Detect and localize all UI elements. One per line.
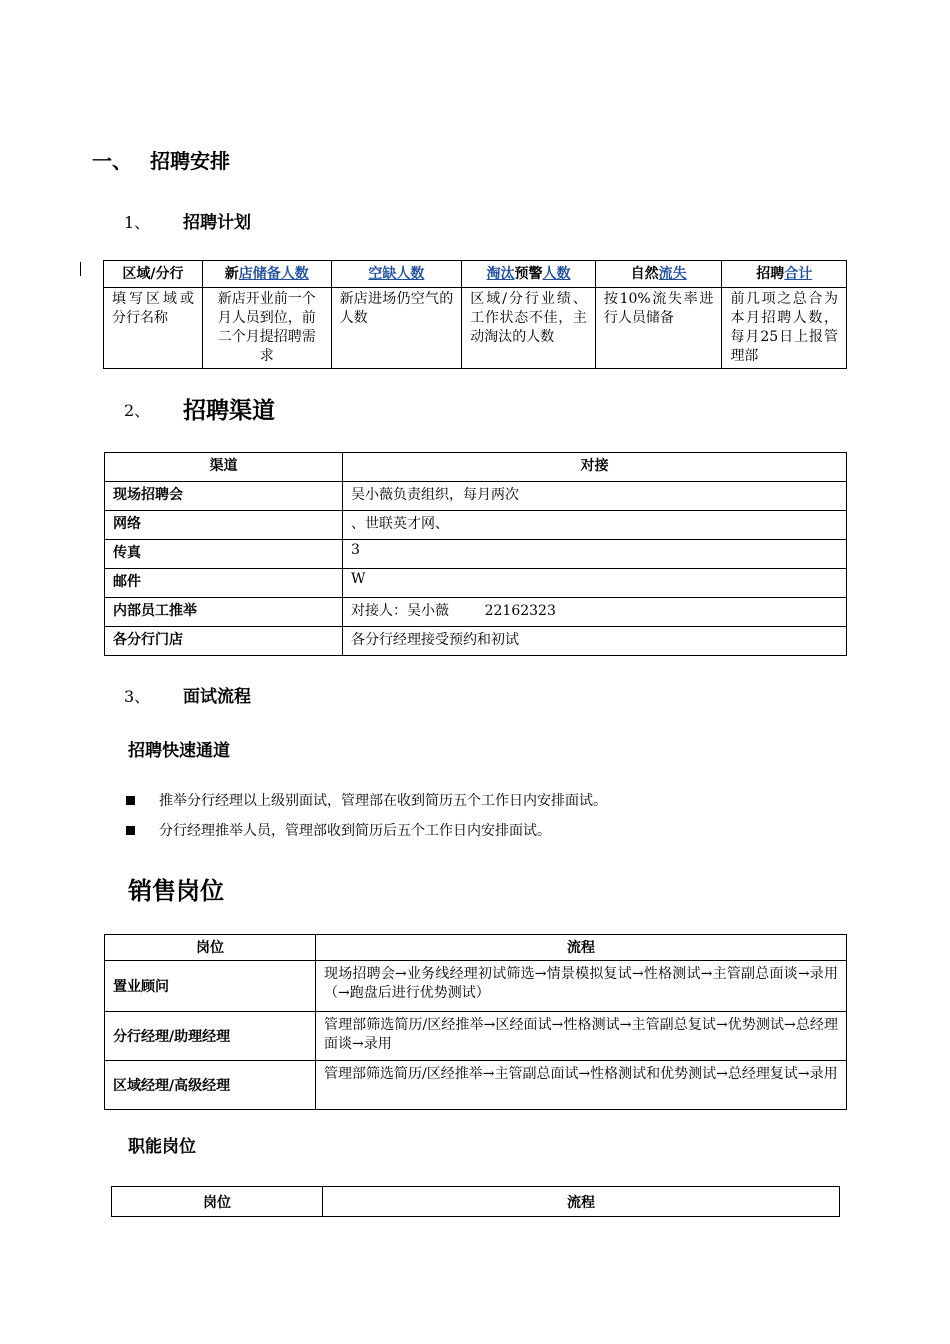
header-elimination-link-2[interactable]: 人数 bbox=[542, 266, 571, 282]
channel-value: 吴小薇负责组织，每月两次 bbox=[343, 482, 847, 511]
header-new-store: 新店储备人数 bbox=[202, 261, 331, 288]
header-region: 区域/分行 bbox=[104, 261, 203, 288]
header-vacancy-link[interactable]: 空缺人数 bbox=[368, 266, 425, 282]
plan-cell-elimination: 区域/分行业绩、工作状态不佳，主动淘汰的人数 bbox=[462, 288, 596, 369]
channels-table bbox=[104, 452, 847, 656]
header-position: 岗位 bbox=[112, 1187, 323, 1217]
position-flow: 管理部筛选简历/区经推举→主管副总面试→性格测试和优势测试→总经理复试→录用 bbox=[316, 1061, 847, 1110]
subsection-title: 面试流程 bbox=[183, 687, 251, 707]
header-elimination: 淘汰预警人数 bbox=[462, 261, 596, 288]
header-position: 岗位 bbox=[105, 935, 316, 961]
channel-value: 对接人：吴小薇 22162323 bbox=[343, 598, 847, 627]
plan-cell-region: 填写区域或分行名称 bbox=[104, 288, 203, 369]
subsection-title: 招聘计划 bbox=[183, 213, 251, 233]
plan-cell-total: 前几项之总合为本月招聘人数，每月25日上报管理部 bbox=[722, 288, 847, 369]
section-title: 招聘安排 bbox=[150, 149, 230, 173]
subsection-number: 2、 bbox=[124, 401, 151, 420]
channel-value: 3 bbox=[343, 540, 847, 569]
header-attrition-link[interactable]: 流失 bbox=[658, 266, 687, 282]
channel-name: 网络 bbox=[105, 511, 343, 540]
list-item: 推举分行经理以上级别面试，管理部在收到简历五个工作日内安排面试。 bbox=[126, 790, 607, 810]
header-elimination-link[interactable]: 淘汰 bbox=[486, 266, 515, 282]
plan-cell-attrition: 按10%流失率进行人员储备 bbox=[595, 288, 722, 369]
list-item: 分行经理推举人员，管理部收到简历后五个工作日内安排面试。 bbox=[126, 820, 551, 840]
functional-title: 职能岗位 bbox=[128, 1137, 196, 1157]
header-process: 流程 bbox=[323, 1187, 840, 1217]
channel-value: 各分行经理接受预约和初试 bbox=[343, 627, 847, 656]
header-total: 招聘合计 bbox=[722, 261, 847, 288]
bullet-square-icon bbox=[126, 826, 135, 835]
plan-cell-new-store: 新店开业前一个月人员到位，前二个月提招聘需求 bbox=[202, 288, 331, 369]
header-contact: 对接 bbox=[343, 453, 847, 482]
plan-cell-vacancy: 新店进场仍空气的人数 bbox=[331, 288, 462, 369]
header-process: 流程 bbox=[316, 935, 847, 961]
bullet-square-icon bbox=[126, 796, 135, 805]
position-flow: 管理部筛选简历/区经推举→区经面试→性格测试→主管副总复试→优势测试→总经理面谈→录用 bbox=[316, 1012, 847, 1061]
header-total-link[interactable]: 合计 bbox=[784, 266, 813, 282]
recruitment-plan-table bbox=[103, 260, 847, 369]
subsection-number: 1、 bbox=[124, 213, 151, 232]
channel-name: 传真 bbox=[105, 540, 343, 569]
functional-process-table bbox=[111, 1186, 840, 1217]
fast-track-title: 招聘快速通道 bbox=[128, 741, 230, 761]
sales-title: 销售岗位 bbox=[128, 877, 224, 905]
channel-name: 现场招聘会 bbox=[105, 482, 343, 511]
position-name: 置业顾问 bbox=[105, 961, 316, 1012]
section-number: 一、 bbox=[92, 149, 132, 173]
position-flow: 现场招聘会→业务线经理初试筛选→情景模拟复试→性格测试→主管副总面谈→录用（→跑盘后进行优势测试） bbox=[316, 961, 847, 1012]
header-attrition: 自然流失 bbox=[595, 261, 722, 288]
subsection-title: 招聘渠道 bbox=[183, 398, 275, 424]
header-new-store-link[interactable]: 店储备人数 bbox=[238, 266, 309, 282]
channel-name: 各分行门店 bbox=[105, 627, 343, 656]
header-vacancy bbox=[331, 261, 462, 288]
position-name: 分行经理/助理经理 bbox=[105, 1012, 316, 1061]
channel-name: 邮件 bbox=[105, 569, 343, 598]
channel-value: 、世联英才网、 bbox=[343, 511, 847, 540]
header-channel: 渠道 bbox=[105, 453, 343, 482]
channel-value: W bbox=[343, 569, 847, 598]
channel-name: 内部员工推举 bbox=[105, 598, 343, 627]
sales-process-table bbox=[104, 934, 847, 1110]
subsection-number: 3、 bbox=[124, 687, 151, 706]
position-name: 区域经理/高级经理 bbox=[105, 1061, 316, 1110]
cursor-marker bbox=[80, 262, 81, 276]
